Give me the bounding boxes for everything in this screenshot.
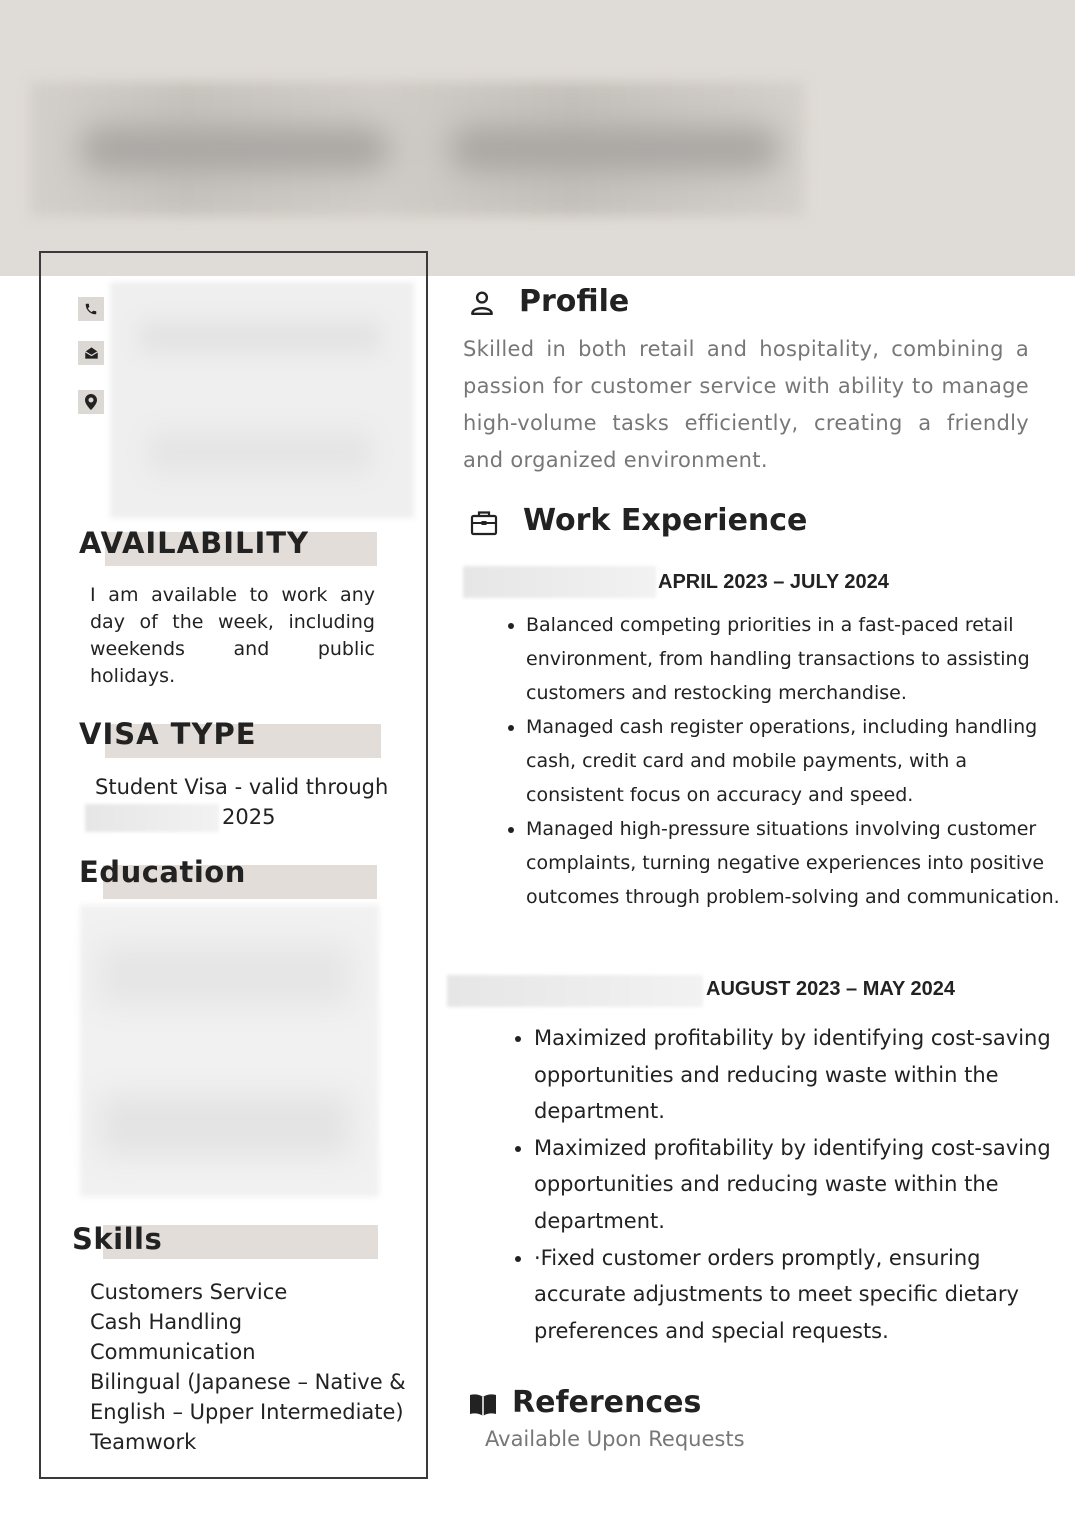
- name-redacted: [30, 82, 804, 216]
- phone-icon: [78, 297, 104, 321]
- briefcase-icon: [470, 509, 498, 537]
- visa-year: 2025: [222, 805, 276, 829]
- job-2-bullets: [514, 1020, 1064, 1349]
- book-icon: [469, 1391, 497, 1419]
- list-item: • Managed cash register operations, including handling cash, credit card and mobile payments, with a consistent focus on accuracy and speed.: [526, 710, 1064, 812]
- profile-heading: Profile: [519, 284, 630, 319]
- visa-line: Student Visa - valid through: [95, 775, 389, 799]
- skill-item: Communication: [90, 1340, 256, 1364]
- experience-heading: Work Experience: [523, 503, 808, 538]
- references-heading: References: [512, 1385, 702, 1420]
- person-icon: [468, 289, 496, 317]
- visa-date-redacted: [85, 804, 219, 832]
- list-item: • Maximized profitability by identifying cost-saving opportunities and reducing waste within the department.: [534, 1020, 1064, 1130]
- visa-heading: VISA TYPE: [79, 717, 257, 751]
- education-heading: Education: [79, 855, 246, 889]
- skill-item: Customers Service: [90, 1280, 288, 1304]
- education-details-redacted: [80, 905, 379, 1197]
- job-2-employer-redacted: [447, 975, 703, 1007]
- availability-text: I am available to work any day of the week, including weekends and public holidays.: [90, 584, 375, 687]
- job-2-dates: AUGUST 2023 – MAY 2024: [706, 978, 956, 1000]
- skill-item: Teamwork: [90, 1430, 197, 1454]
- list-item: • Balanced competing priorities in a fast-paced retail environment, from handling transactions to assisting customers and restocking merchandise.: [526, 608, 1064, 710]
- skill-item: Bilingual (Japanese – Native &: [90, 1370, 406, 1394]
- profile-text: Skilled in both retail and hospitality, combining a passion for customer service with ability to manage high-volume tasks efficiently, creating a friendly and organized environment.: [463, 337, 1029, 472]
- list-item: • Managed high-pressure situations involving customer complaints, turning negative experiences into positive outcomes through problem-solving and communication.: [526, 812, 1064, 914]
- job-1-bullets: [506, 608, 1064, 914]
- skills-heading: Skills: [72, 1222, 163, 1256]
- list-item: • Maximized profitability by identifying cost-saving opportunities and reducing waste within the department.: [534, 1130, 1064, 1240]
- skills-list: [90, 1277, 430, 1457]
- list-item: • ·Fixed customer orders promptly, ensuring accurate adjustments to meet specific dietary preferences and special requests.: [534, 1240, 1064, 1350]
- contact-details-redacted: [110, 282, 414, 518]
- references-text: Available Upon Requests: [485, 1427, 745, 1451]
- skill-item: Cash Handling: [90, 1310, 243, 1334]
- envelope-icon: [78, 341, 104, 365]
- skill-item: English – Upper Intermediate): [90, 1400, 404, 1424]
- availability-heading: AVAILABILITY: [79, 526, 310, 560]
- job-1-employer-redacted: [463, 566, 656, 598]
- job-1-dates: APRIL 2023 – JULY 2024: [658, 571, 889, 593]
- map-pin-icon: [78, 390, 104, 414]
